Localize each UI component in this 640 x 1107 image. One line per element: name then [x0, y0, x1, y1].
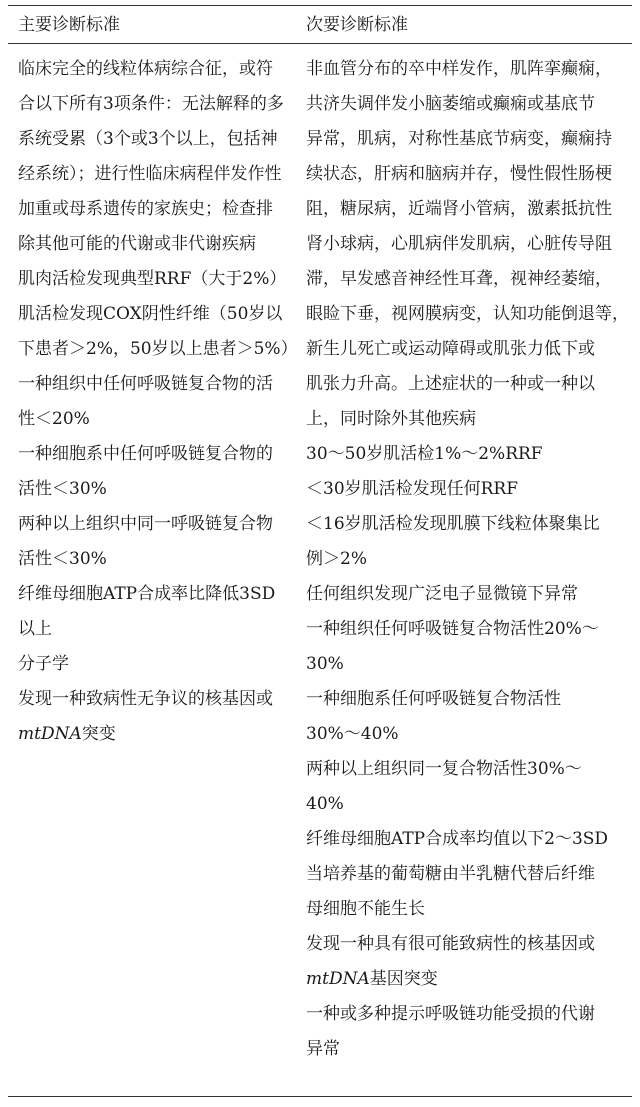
gene-term-suffix: 突变	[81, 724, 116, 744]
major-criterion-cell	[18, 367, 298, 437]
minor-criterion-cell	[306, 822, 626, 857]
minor-criterion-cell	[306, 577, 626, 612]
major-criterion-line: 性＜20%	[18, 409, 90, 429]
minor-criterion-line: ＜30岁肌活检发现任何RRF	[306, 479, 519, 499]
minor-criterion-line: 滞，早发感音神经性耳聋，视神经萎缩，	[306, 269, 612, 289]
minor-criterion-cell	[306, 997, 626, 1067]
major-criterion-line: 以上	[18, 619, 52, 639]
minor-criterion-line: 一种或多种提示呼吸链功能受损的代谢	[306, 1004, 595, 1024]
header-rule	[8, 43, 632, 44]
minor-criterion-cell	[306, 927, 626, 997]
major-criterion-cell	[18, 52, 298, 262]
minor-criterion-line: ＜16岁肌活检发现肌膜下线粒体聚集比	[306, 514, 600, 534]
minor-criterion-line: 上，同时除外其他疾病	[306, 409, 476, 429]
minor-criterion-line: 发现一种具有很可能致病性的核基因或	[306, 934, 595, 954]
minor-criterion-line: 续状态，肝病和脑病并存，慢性假性肠梗	[306, 164, 612, 184]
minor-criterion-line: 异常，肌病，对称性基底节病变，癫痫持	[306, 129, 612, 149]
minor-criterion-line: 40%	[306, 794, 344, 814]
major-criterion-line: 系统受累（3个或3个以上，包括神	[18, 129, 278, 149]
minor-criterion-cell	[306, 507, 626, 577]
major-criterion-line: 发现一种致病性无争议的核基因或	[18, 689, 273, 709]
major-criterion-cell	[18, 647, 298, 682]
table-top-rule	[8, 5, 632, 6]
major-criteria-column	[18, 52, 298, 752]
major-criterion-cell	[18, 577, 298, 647]
major-criterion-cell	[18, 262, 298, 297]
table-bottom-rule	[8, 1096, 632, 1097]
diagnostic-criteria-table	[8, 0, 632, 1107]
minor-criterion-line: 纤维母细胞ATP合成率均值以下2～3SD	[306, 829, 609, 849]
gene-term-suffix: 基因突变	[369, 969, 438, 989]
major-criterion-cell	[18, 297, 298, 367]
minor-criterion-line: 30%	[306, 654, 344, 674]
major-criterion-line	[18, 717, 298, 752]
major-criterion-line: 分子学	[18, 654, 69, 674]
minor-criterion-line: 例＞2%	[306, 549, 367, 569]
minor-criterion-line: 新生儿死亡或运动障碍或肌张力低下或	[306, 339, 595, 359]
minor-criterion-line: 肾小球病，心肌病伴发肌病，心脏传导阻	[306, 234, 612, 254]
minor-criterion-line: 任何组织发现广泛电子显微镜下异常	[306, 584, 578, 604]
minor-criterion-cell	[306, 752, 626, 822]
minor-criterion-cell	[306, 857, 626, 927]
gene-term-italic: mtDNA	[306, 969, 370, 989]
minor-criterion-line: 30～50岁肌活检1%～2%RRF	[306, 444, 543, 464]
major-criterion-line: 活性＜30%	[18, 549, 107, 569]
major-criterion-line: 活性＜30%	[18, 479, 107, 499]
major-criterion-line: 一种组织中任何呼吸链复合物的活	[18, 374, 273, 394]
minor-criterion-line: 阻，糖尿病，近端肾小管病，激素抵抗性	[306, 199, 612, 219]
minor-criterion-line: 共济失调伴发小脑萎缩或癫痫或基底节	[306, 94, 595, 114]
minor-criterion-line: 一种细胞系任何呼吸链复合物活性	[306, 689, 561, 709]
minor-criterion-line: 当培养基的葡萄糖由半乳糖代替后纤维	[306, 864, 595, 884]
major-criterion-line: 肌肉活检发现典型RRF（大于2%）	[18, 269, 287, 289]
major-criterion-line: 除其他可能的代谢或非代谢疾病	[18, 234, 256, 254]
major-criterion-line: 临床完全的线粒体病综合征，或符	[18, 59, 273, 79]
minor-criterion-cell	[306, 682, 626, 752]
major-criterion-line: 合以下所有3项条件：无法解释的多	[18, 94, 284, 114]
major-criterion-line: 经系统）；进行性临床病程伴发作性	[18, 164, 282, 184]
major-criterion-line: 一种细胞系中任何呼吸链复合物的	[18, 444, 273, 464]
header-major-criteria: 主要诊断标准	[18, 15, 120, 35]
minor-criterion-line: 肌张力升高。上述症状的一种或一种以	[306, 374, 595, 394]
minor-criterion-line: 一种组织任何呼吸链复合物活性20%～	[306, 619, 599, 639]
gene-term-italic: mtDNA	[18, 724, 82, 744]
minor-criterion-line: 母细胞不能生长	[306, 899, 425, 919]
minor-criterion-line: 非血管分布的卒中样发作，肌阵挛癫痫，	[306, 59, 612, 79]
minor-criterion-cell	[306, 472, 626, 507]
minor-criteria-column	[306, 52, 629, 1067]
minor-criterion-line: 两种以上组织同一复合物活性30%～	[306, 759, 582, 779]
major-criterion-cell	[18, 437, 298, 507]
minor-criterion-line	[306, 962, 626, 997]
major-criterion-cell	[18, 507, 298, 577]
major-criterion-line: 纤维母细胞ATP合成率比降低3SD	[18, 584, 276, 604]
header-minor-criteria: 次要诊断标准	[306, 15, 408, 35]
minor-criterion-cell	[306, 612, 626, 682]
minor-criterion-cell	[306, 437, 626, 472]
major-criterion-line: 两种以上组织中同一呼吸链复合物	[18, 514, 273, 534]
minor-criterion-line: 眼睑下垂，视网膜病变，认知功能倒退等，	[306, 304, 629, 324]
major-criterion-cell	[18, 682, 298, 752]
major-criterion-line: 肌活检发现COX阴性纤维（50岁以	[18, 304, 283, 324]
major-criterion-line: 下患者＞2%，50岁以上患者＞5%）	[18, 339, 298, 359]
major-criterion-line: 加重或母系遗传的家族史；检查排	[18, 199, 273, 219]
minor-criterion-line: 30%～40%	[306, 724, 399, 744]
minor-criterion-line: 异常	[306, 1039, 340, 1059]
minor-criterion-cell	[306, 52, 629, 437]
